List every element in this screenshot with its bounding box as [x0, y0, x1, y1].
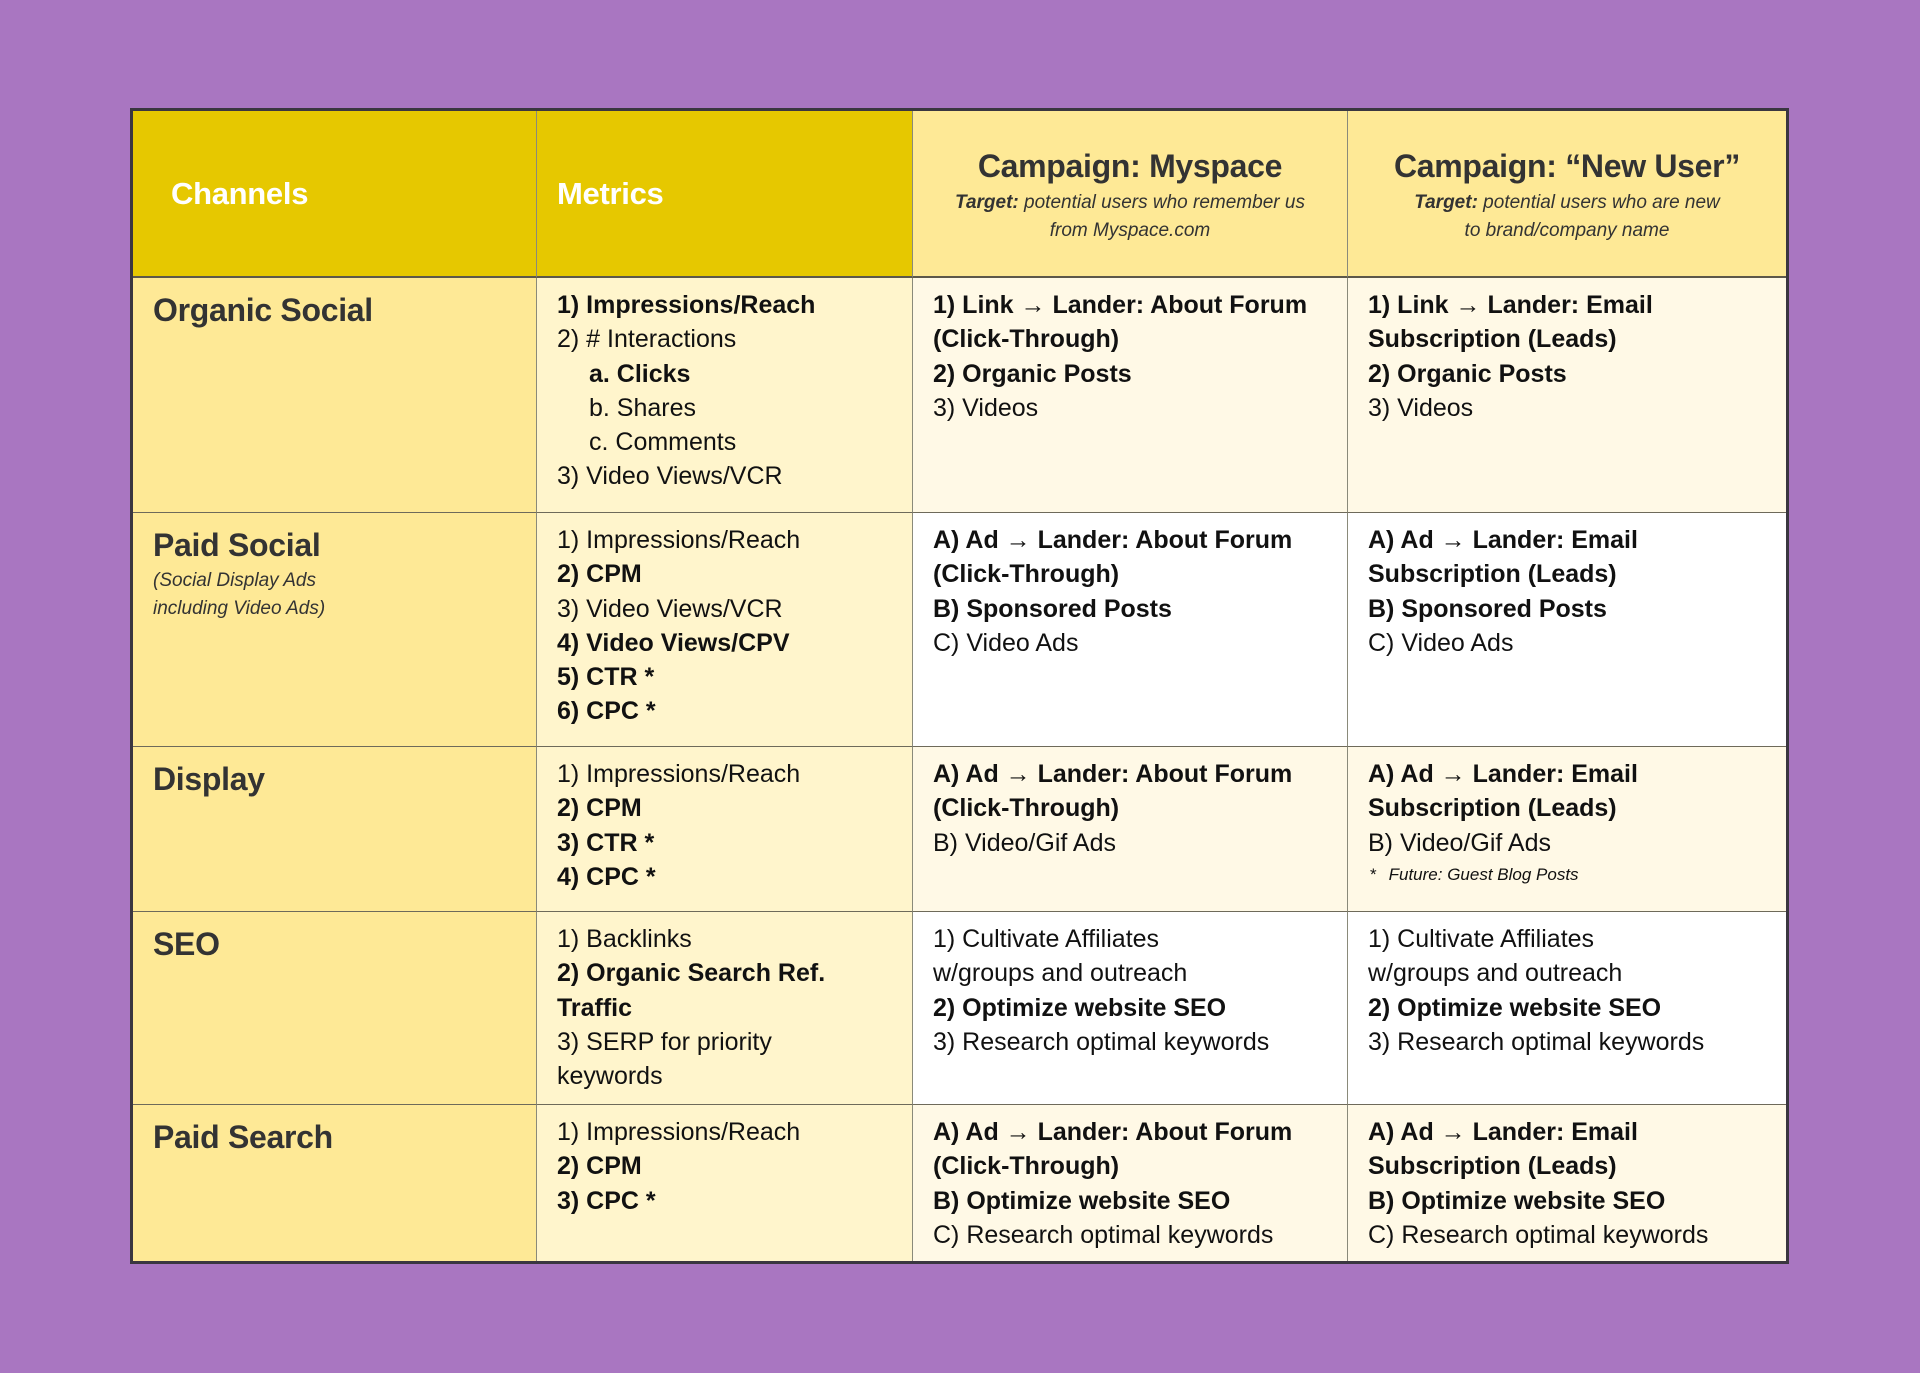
- header-channels: [133, 111, 537, 278]
- list-item: 5) CTR *: [557, 663, 655, 692]
- campaign-target: [1368, 189, 1766, 245]
- list-item: keywords: [557, 1062, 663, 1091]
- list-item: 1) Backlinks: [557, 925, 692, 953]
- list-item: 2) CPM: [557, 560, 642, 589]
- list-item: 1) Link → Lander: About Forum: [933, 291, 1308, 319]
- channel-name: SEO: [153, 926, 220, 962]
- new-user-cell: [1348, 1105, 1786, 1261]
- channel-name: Organic Social: [153, 292, 373, 328]
- list-item: 1) Impressions/Reach: [557, 1118, 801, 1146]
- myspace-cell: [913, 1105, 1348, 1261]
- myspace-list: [933, 757, 1327, 860]
- list-item: c. Comments: [589, 428, 737, 457]
- channel-paid-social: [133, 513, 537, 747]
- list-item: (Click-Through): [933, 794, 1120, 823]
- list-item: 3) Videos: [1368, 393, 1474, 422]
- channel-subtitle-line-2: including Video Ads): [153, 598, 326, 619]
- metrics-list: [557, 523, 892, 729]
- list-item: B) Optimize website SEO: [1368, 1186, 1666, 1215]
- channel-paid-search: [133, 1105, 537, 1261]
- list-item: 2) Organic Posts: [933, 359, 1132, 388]
- list-item: C) Research optimal keywords: [933, 1220, 1274, 1249]
- metrics-list: [557, 922, 892, 1093]
- myspace-cell: [913, 912, 1348, 1105]
- campaign-target: [933, 189, 1327, 245]
- channel-subtitle: [153, 567, 516, 623]
- channel-name: Paid Search: [153, 1119, 333, 1155]
- header-metrics: [537, 111, 913, 278]
- myspace-cell: [913, 278, 1348, 513]
- list-item: 3) CPC *: [557, 1186, 656, 1215]
- channel-subtitle-line-1: (Social Display Ads: [153, 570, 316, 591]
- list-item: 3) CTR *: [557, 828, 655, 857]
- header-channels-label: Channels: [171, 175, 309, 211]
- myspace-list: [933, 922, 1327, 1059]
- new-user-cell: [1348, 278, 1786, 513]
- list-item: 1) Impressions/Reach: [557, 526, 801, 554]
- new-user-cell: [1348, 513, 1786, 747]
- list-item: 1) Impressions/Reach: [557, 291, 816, 319]
- list-item: 2) Organic Search Ref.: [557, 959, 826, 988]
- metrics-cell: [537, 278, 913, 513]
- campaign-title: Campaign: Myspace: [977, 148, 1283, 184]
- list-item: 3) Research optimal keywords: [933, 1027, 1270, 1056]
- list-item: 3) Video Views/VCR: [557, 462, 783, 491]
- list-item: 1) Impressions/Reach: [557, 760, 801, 788]
- list-item: 2) # Interactions: [557, 325, 737, 354]
- list-item: B) Video/Gif Ads: [933, 828, 1116, 857]
- metrics-cell: [537, 1105, 913, 1261]
- new-user-list: [1368, 523, 1766, 660]
- myspace-list: [933, 288, 1327, 425]
- new-user-list: [1368, 922, 1766, 1059]
- list-item: 2) Optimize website SEO: [933, 993, 1227, 1022]
- header-campaign-new-user: [1348, 111, 1786, 278]
- list-item: C) Video Ads: [1368, 628, 1514, 657]
- target-label: Target:: [1414, 192, 1478, 213]
- target-line-2: from Myspace.com: [1049, 220, 1211, 241]
- list-item: A) Ad → Lander: About Forum: [933, 760, 1293, 788]
- list-item: B) Optimize website SEO: [933, 1186, 1231, 1215]
- list-item: Traffic: [557, 993, 633, 1022]
- new-user-cell: [1348, 747, 1786, 912]
- list-item: Subscription (Leads): [1368, 325, 1617, 354]
- header-metrics-label: Metrics: [557, 175, 664, 211]
- myspace-cell: [913, 747, 1348, 912]
- list-item: b. Shares: [589, 393, 697, 422]
- metrics-cell: [537, 513, 913, 747]
- channel-seo: [133, 912, 537, 1105]
- list-item: w/groups and outreach: [1368, 959, 1623, 988]
- list-item: (Click-Through): [933, 560, 1120, 589]
- list-item: A) Ad → Lander: About Forum: [933, 1118, 1293, 1146]
- list-item: Subscription (Leads): [1368, 794, 1617, 823]
- channel-organic-social: [133, 278, 537, 513]
- myspace-list: [933, 1115, 1327, 1252]
- list-item: B) Video/Gif Ads: [1368, 828, 1551, 857]
- header-campaign-myspace: [913, 111, 1348, 278]
- list-item: (Click-Through): [933, 325, 1120, 354]
- list-item: a. Clicks: [589, 359, 691, 388]
- channel-display: [133, 747, 537, 912]
- new-user-cell: [1348, 912, 1786, 1105]
- list-item: 3) Research optimal keywords: [1368, 1027, 1705, 1056]
- list-item: A) Ad → Lander: Email: [1368, 1118, 1638, 1146]
- metrics-cell: [537, 747, 913, 912]
- list-item: 2) Optimize website SEO: [1368, 993, 1662, 1022]
- list-item: 4) CPC *: [557, 862, 656, 891]
- myspace-list: [933, 523, 1327, 660]
- list-item: 2) CPM: [557, 1152, 642, 1181]
- target-line-2: to brand/company name: [1464, 220, 1670, 241]
- channel-name: Paid Social: [153, 527, 321, 563]
- campaign-title: Campaign: “New User”: [1393, 148, 1741, 184]
- list-item: C) Video Ads: [933, 628, 1079, 657]
- list-item: 1) Cultivate Affiliates: [933, 925, 1160, 953]
- list-item: B) Sponsored Posts: [933, 594, 1172, 623]
- list-item: 3) Videos: [933, 393, 1039, 422]
- target-line-1: potential users who are new: [1477, 192, 1720, 213]
- list-item: 6) CPC *: [557, 697, 656, 726]
- metrics-list: [557, 757, 892, 894]
- list-item: Subscription (Leads): [1368, 560, 1617, 589]
- metrics-cell: [537, 912, 913, 1105]
- list-item: A) Ad → Lander: Email: [1368, 526, 1638, 554]
- channel-name: Display: [153, 761, 265, 797]
- new-user-list: [1368, 288, 1766, 425]
- list-item: 2) Organic Posts: [1368, 359, 1567, 388]
- footnote-text: Future: Guest Blog Posts: [1388, 864, 1579, 884]
- footnote-star: *: [1370, 864, 1377, 884]
- list-item: 1) Cultivate Affiliates: [1368, 925, 1595, 953]
- list-item: B) Sponsored Posts: [1368, 594, 1607, 623]
- list-item: 1) Link → Lander: Email: [1368, 291, 1653, 319]
- list-item: Subscription (Leads): [1368, 1152, 1617, 1181]
- metrics-list: [557, 1115, 892, 1218]
- target-label: Target:: [955, 192, 1019, 213]
- new-user-list: [1368, 1115, 1766, 1252]
- list-item: A) Ad → Lander: Email: [1368, 760, 1638, 788]
- new-user-list: [1368, 757, 1766, 860]
- footnote: [1368, 860, 1766, 890]
- list-item: 3) Video Views/VCR: [557, 594, 783, 623]
- list-item: C) Research optimal keywords: [1368, 1220, 1709, 1249]
- myspace-cell: [913, 513, 1348, 747]
- channel-metrics-table: [130, 108, 1789, 1264]
- metrics-list: [557, 288, 892, 494]
- target-line-1: potential users who remember us: [1018, 192, 1305, 213]
- list-item: w/groups and outreach: [933, 959, 1188, 988]
- list-item: A) Ad → Lander: About Forum: [933, 526, 1293, 554]
- list-item: 3) SERP for priority: [557, 1027, 772, 1056]
- list-item: 4) Video Views/CPV: [557, 628, 790, 657]
- list-item: (Click-Through): [933, 1152, 1120, 1181]
- list-item: 2) CPM: [557, 794, 642, 823]
